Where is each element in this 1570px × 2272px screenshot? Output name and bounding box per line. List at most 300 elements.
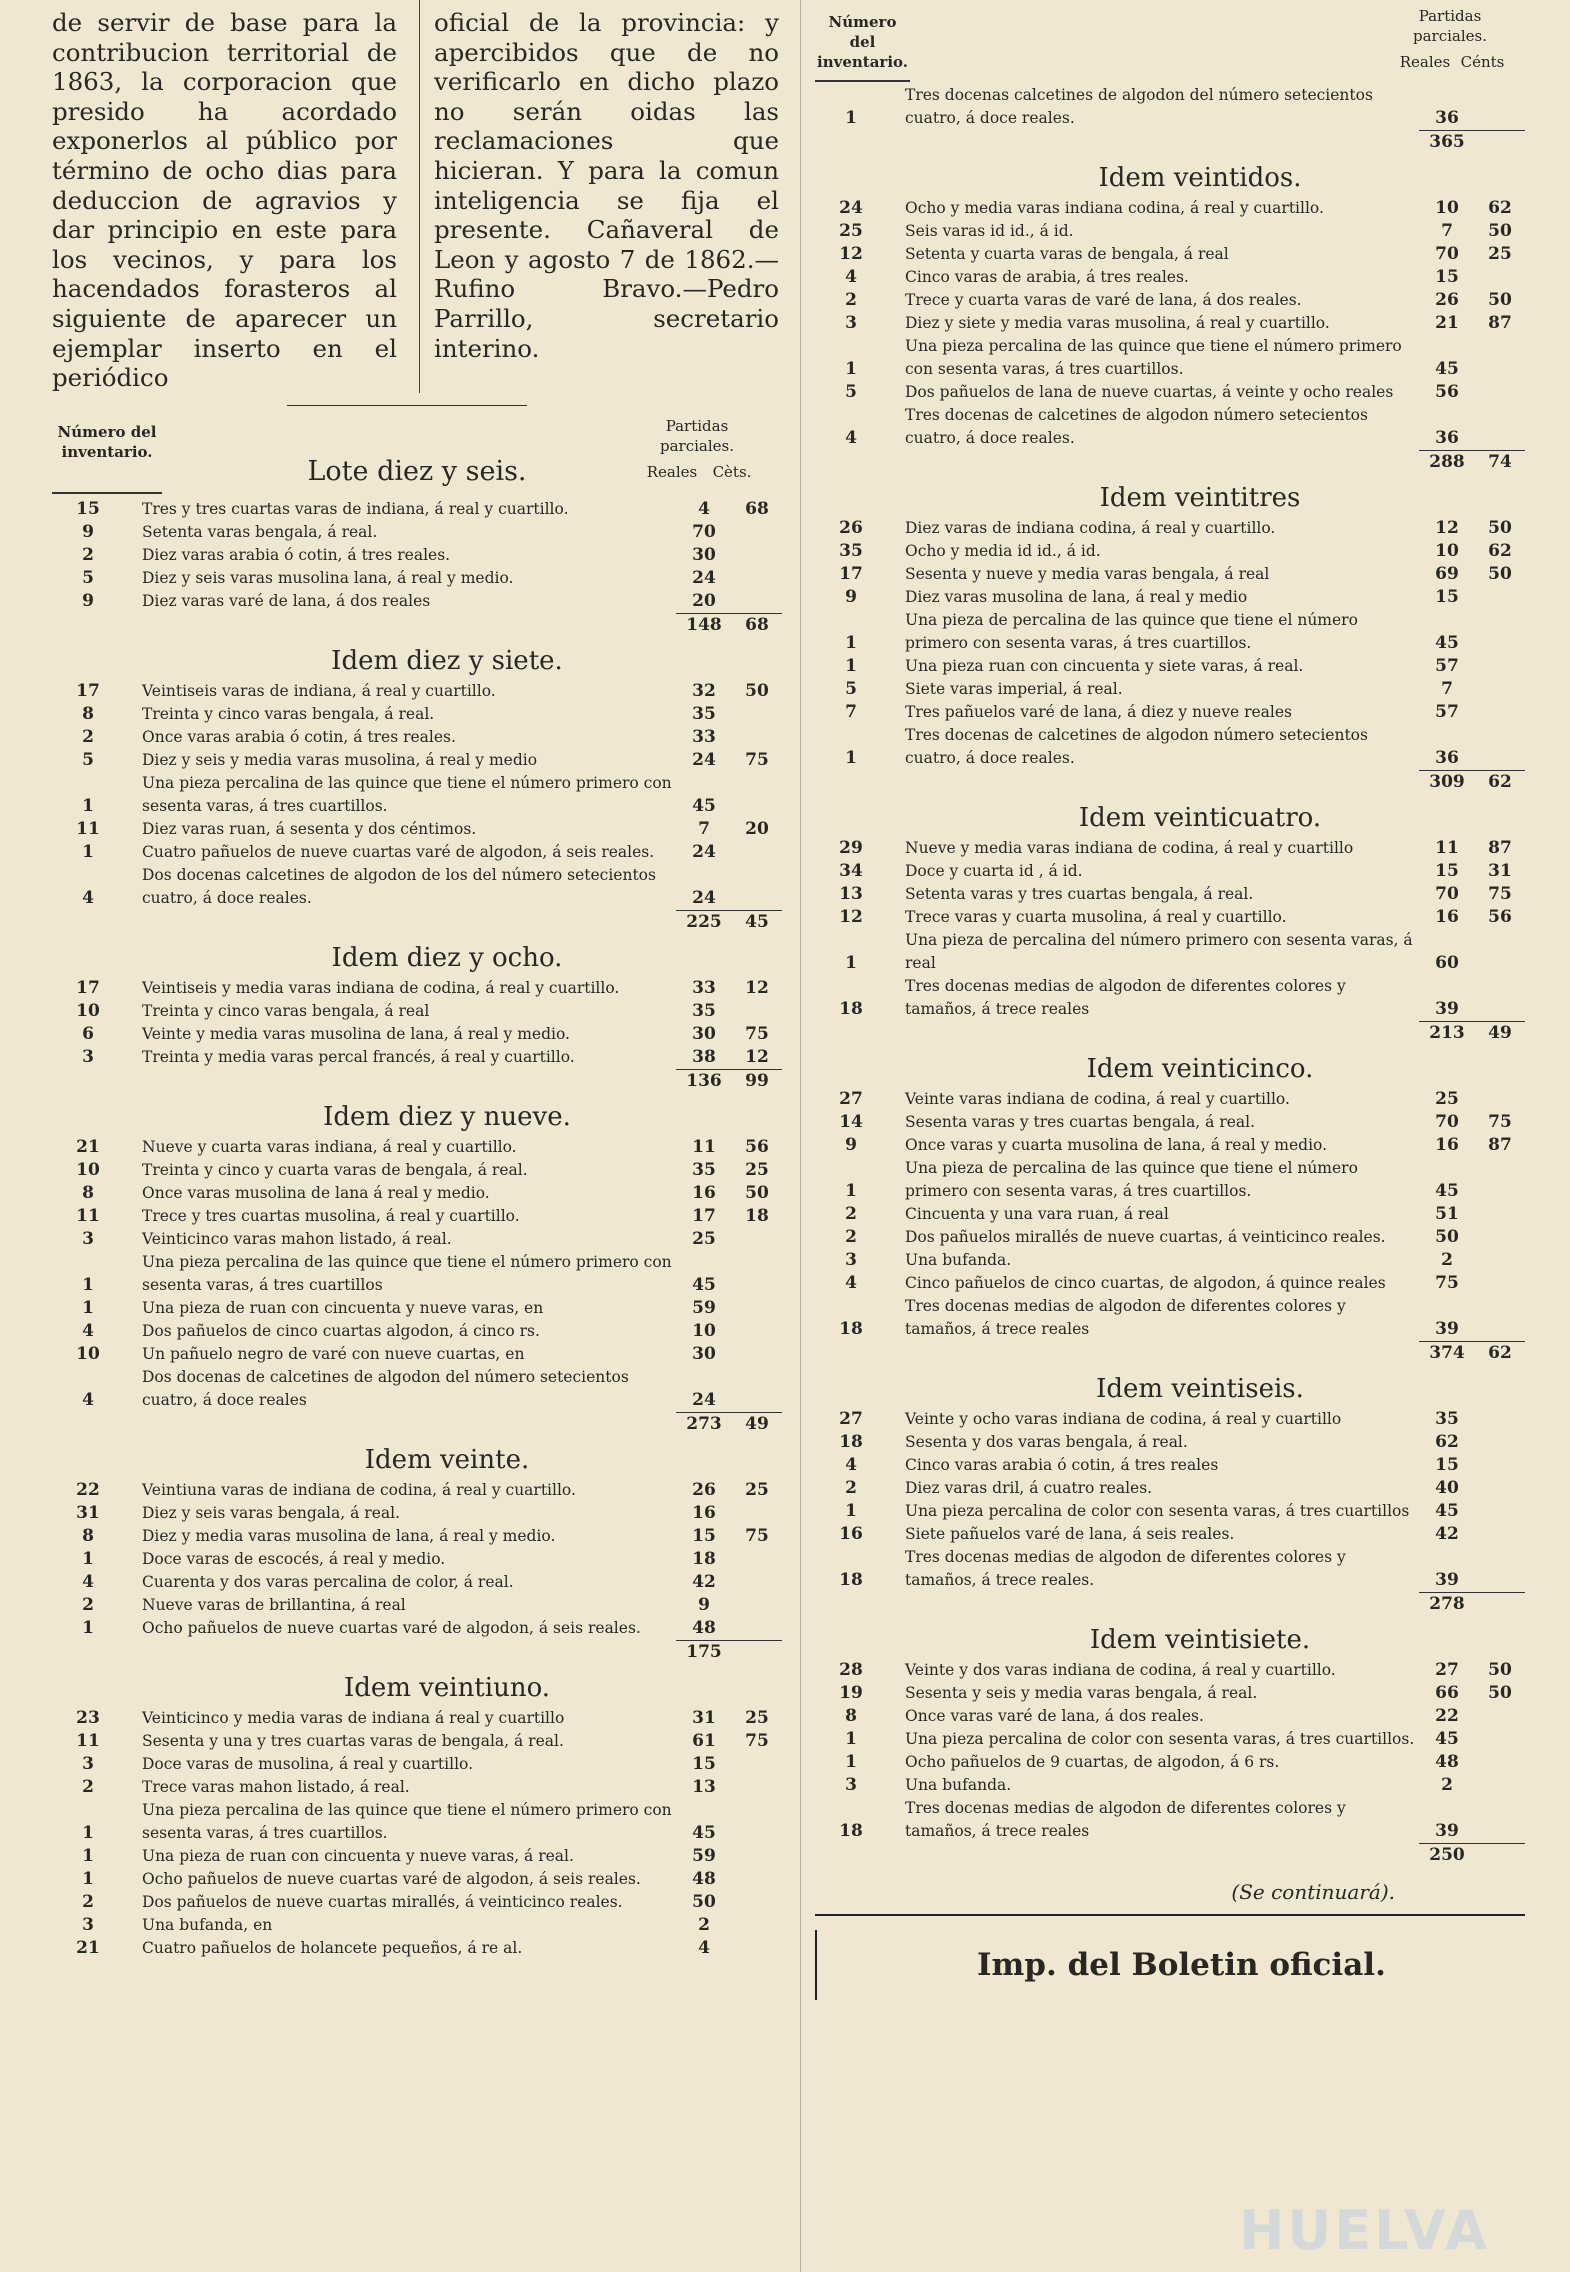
table-row bbox=[815, 1157, 1525, 1203]
reales-value: 4 bbox=[698, 1937, 710, 1958]
reales-value: 16 bbox=[692, 1502, 716, 1523]
item-description: Ocho y media id id., á id. bbox=[905, 542, 1101, 560]
item-description: Una pieza de percalina de las quince que tiene el número primero con sesenta varas, á tres cuartillos. bbox=[905, 1159, 1358, 1200]
left-table-header bbox=[52, 406, 782, 498]
item-description: Veinte varas indiana de codina, á real y cuartillo. bbox=[905, 1090, 1290, 1108]
reales-value: 35 bbox=[692, 703, 716, 724]
inventory-number: 1 bbox=[845, 953, 857, 973]
intro-text-a: de servir de base para la contribucion territorial de 1863, la corporacion que presido ha acordado exponerlos al público por término de ocho dias para deduccion de agravios y dar principio en este para los vecinos, y para los hacendados forasteros al siguiente de aparecer un ejemplar inserto en el periódico bbox=[52, 8, 397, 393]
table-row bbox=[815, 883, 1525, 906]
table-row bbox=[52, 749, 782, 772]
cents-value: 50 bbox=[745, 680, 769, 701]
inventory-number: 2 bbox=[82, 1891, 94, 1912]
header-numero-rule bbox=[52, 492, 162, 494]
reales-value: 12 bbox=[1435, 518, 1459, 538]
item-description: Sesenta y nueve y media varas bengala, á real bbox=[905, 565, 1270, 583]
header-reales: Reales bbox=[646, 462, 698, 481]
table-row bbox=[52, 1159, 782, 1182]
item-description: Diez varas musolina de lana, á real y medio bbox=[905, 588, 1248, 606]
reales-value: 45 bbox=[1435, 1729, 1459, 1749]
inventory-number: 5 bbox=[845, 679, 857, 699]
continued-note: (Se continuará). bbox=[1231, 1880, 1395, 1904]
item-description: Tres docenas de calcetines de algodon número setecientos cuatro, á doce reales. bbox=[905, 726, 1368, 767]
table-row bbox=[52, 1320, 782, 1343]
inventory-number: 5 bbox=[82, 749, 94, 770]
table-row bbox=[815, 404, 1525, 450]
inventory-number: 4 bbox=[845, 428, 857, 448]
reales-value: 38 bbox=[692, 1046, 716, 1067]
item-description: Diez y media varas musolina de lana, á real y medio. bbox=[142, 1526, 556, 1545]
inventory-number: 1 bbox=[845, 748, 857, 768]
header-partidas: Partidas parciales. bbox=[1413, 7, 1487, 45]
reales-value: 66 bbox=[1435, 1683, 1459, 1703]
cents-value: 75 bbox=[745, 1730, 769, 1751]
table-row bbox=[815, 906, 1525, 929]
subtotal-reales: 273 bbox=[676, 1412, 732, 1435]
reales-value: 70 bbox=[1435, 884, 1459, 904]
inventory-number: 4 bbox=[82, 1571, 94, 1592]
cents-value: 56 bbox=[1488, 907, 1512, 927]
table-row bbox=[52, 772, 782, 818]
table-row bbox=[815, 289, 1525, 312]
cents-value: 50 bbox=[1488, 564, 1512, 584]
inventory-number: 23 bbox=[76, 1707, 100, 1728]
item-description: Diez varas dril, á cuatro reales. bbox=[905, 1479, 1153, 1497]
inventory-number: 9 bbox=[845, 1135, 857, 1155]
reales-value: 18 bbox=[692, 1548, 716, 1569]
table-row bbox=[52, 1525, 782, 1548]
table-row bbox=[52, 1136, 782, 1159]
table-row bbox=[815, 1431, 1525, 1454]
right-rows bbox=[815, 84, 1525, 1866]
cents-value: 56 bbox=[745, 1136, 769, 1157]
cents-value: 75 bbox=[1488, 884, 1512, 904]
table-row bbox=[815, 678, 1525, 701]
inventory-number: 3 bbox=[82, 1228, 94, 1249]
table-row bbox=[815, 1797, 1525, 1843]
item-description: Diez y siete y media varas musolina, á real y cuartillo. bbox=[905, 314, 1330, 332]
inventory-number: 10 bbox=[76, 1159, 100, 1180]
right-table-header bbox=[815, 0, 1525, 84]
cents-value: 75 bbox=[745, 1023, 769, 1044]
item-description: Una pieza de percalina de las quince que tiene el número primero con sesenta varas, á tres cuartillos. bbox=[905, 611, 1358, 652]
reales-value: 35 bbox=[692, 1159, 716, 1180]
inventory-number: 8 bbox=[82, 703, 94, 724]
inventory-number: 18 bbox=[839, 1432, 863, 1452]
inventory-number: 18 bbox=[839, 1821, 863, 1841]
subtotal-cents: 99 bbox=[732, 1069, 782, 1092]
reales-value: 75 bbox=[1435, 1273, 1459, 1293]
cents-value: 31 bbox=[1488, 861, 1512, 881]
item-description: Ocho y media varas indiana codina, á real y cuartillo. bbox=[905, 199, 1324, 217]
reales-value: 16 bbox=[1435, 907, 1459, 927]
table-row bbox=[52, 1594, 782, 1617]
intro-paragraph bbox=[52, 0, 782, 393]
header-numero: Número del inventario. bbox=[817, 13, 908, 71]
imprint bbox=[815, 1930, 1525, 2000]
item-description: Veinticinco y media varas de indiana á real y cuartillo bbox=[142, 1708, 565, 1727]
inventory-number: 24 bbox=[839, 198, 863, 218]
table-row bbox=[52, 1617, 782, 1640]
table-row bbox=[815, 1454, 1525, 1477]
table-row bbox=[52, 1343, 782, 1366]
reales-value: 59 bbox=[692, 1297, 716, 1318]
inventory-number: 3 bbox=[845, 1250, 857, 1270]
table-row bbox=[52, 590, 782, 613]
inventory-number: 1 bbox=[82, 1617, 94, 1638]
reales-value: 45 bbox=[692, 1822, 716, 1843]
subtotal-reales: 278 bbox=[1419, 1592, 1475, 1615]
subtotal-row bbox=[52, 1640, 782, 1663]
item-description: Nueve varas de brillantina, á real bbox=[142, 1595, 406, 1614]
section-title: Idem veintisiete. bbox=[1089, 1625, 1311, 1655]
table-row bbox=[52, 1502, 782, 1525]
reales-value: 57 bbox=[1435, 702, 1459, 722]
cents-value: 12 bbox=[745, 977, 769, 998]
inventory-number: 4 bbox=[82, 887, 94, 908]
item-description: Una bufanda. bbox=[905, 1251, 1012, 1269]
reales-value: 15 bbox=[1435, 587, 1459, 607]
item-description: Cinco varas arabia ó cotin, á tres reales bbox=[905, 1456, 1219, 1474]
item-description: Cuarenta y dos varas percalina de color, á real. bbox=[142, 1572, 514, 1591]
inventory-number: 2 bbox=[82, 544, 94, 565]
item-description: Una pieza de ruan con cincuenta y nueve varas, á real. bbox=[142, 1846, 574, 1865]
reales-value: 10 bbox=[1435, 198, 1459, 218]
reales-value: 7 bbox=[1441, 221, 1453, 241]
inventory-number: 2 bbox=[845, 1478, 857, 1498]
reales-value: 25 bbox=[1435, 1089, 1459, 1109]
inventory-number: 3 bbox=[82, 1914, 94, 1935]
item-description: Tres docenas medias de algodon de diferentes colores y tamaños, á trece reales. bbox=[905, 1548, 1346, 1589]
item-description: Seis varas id id., á id. bbox=[905, 222, 1074, 240]
cents-value: 18 bbox=[745, 1205, 769, 1226]
reales-value: 51 bbox=[1435, 1204, 1459, 1224]
inventory-number: 22 bbox=[76, 1479, 100, 1500]
item-description: Setenta y cuarta varas de bengala, á real bbox=[905, 245, 1229, 263]
reales-value: 9 bbox=[698, 1594, 710, 1615]
table-row bbox=[815, 1226, 1525, 1249]
table-row bbox=[815, 335, 1525, 381]
reales-value: 57 bbox=[1435, 656, 1459, 676]
reales-value: 48 bbox=[692, 1617, 716, 1638]
inventory-number: 18 bbox=[839, 1319, 863, 1339]
reales-value: 24 bbox=[692, 1389, 716, 1410]
cents-value: 50 bbox=[1488, 221, 1512, 241]
archive-watermark: HUELVA bbox=[1239, 2199, 1490, 2262]
item-description: Trece y tres cuartas musolina, á real y cuartillo. bbox=[142, 1206, 520, 1225]
table-row bbox=[52, 1891, 782, 1914]
reales-value: 10 bbox=[692, 1320, 716, 1341]
inventory-number: 28 bbox=[839, 1660, 863, 1680]
item-description: Diez varas arabia ó cotin, á tres reales. bbox=[142, 545, 451, 564]
section-title: Idem veinticuatro. bbox=[1078, 803, 1322, 833]
item-description: Once varas arabia ó cotin, á tres reales. bbox=[142, 727, 456, 746]
table-row bbox=[52, 1707, 782, 1730]
inventory-number: 5 bbox=[845, 382, 857, 402]
table-row bbox=[815, 540, 1525, 563]
cents-value: 50 bbox=[745, 1182, 769, 1203]
item-description: Dos docenas de calcetines de algodon del número setecientos cuatro, á doce reales bbox=[142, 1367, 629, 1409]
item-description: Nueve y cuarta varas indiana, á real y cuartillo. bbox=[142, 1137, 517, 1156]
table-row bbox=[815, 1134, 1525, 1157]
table-row bbox=[815, 837, 1525, 860]
item-description: Cuatro pañuelos de holancete pequeños, á re al. bbox=[142, 1938, 523, 1957]
table-row bbox=[815, 609, 1525, 655]
inventory-number: 17 bbox=[76, 680, 100, 701]
inventory-number: 3 bbox=[82, 1753, 94, 1774]
inventory-number: 34 bbox=[839, 861, 863, 881]
table-row bbox=[52, 726, 782, 749]
reales-value: 45 bbox=[1435, 359, 1459, 379]
reales-value: 36 bbox=[1435, 108, 1459, 128]
item-description: Una pieza de ruan con cincuenta y nueve varas, en bbox=[142, 1298, 544, 1317]
reales-value: 27 bbox=[1435, 1660, 1459, 1680]
item-description: Doce varas de escocés, á real y medio. bbox=[142, 1549, 446, 1568]
header-partidas: Partidas parciales. bbox=[660, 416, 734, 455]
reales-value: 24 bbox=[692, 841, 716, 862]
subtotal-reales: 250 bbox=[1419, 1843, 1475, 1866]
inventory-number: 18 bbox=[839, 1570, 863, 1590]
inventory-number: 8 bbox=[845, 1706, 857, 1726]
reales-value: 7 bbox=[698, 818, 710, 839]
subtotal-row bbox=[815, 1021, 1525, 1044]
item-description: Una pieza de percalina del número primero con sesenta varas, á real bbox=[905, 931, 1413, 972]
reales-value: 33 bbox=[692, 977, 716, 998]
item-description: Ocho pañuelos de nueve cuartas varé de algodon, á seis reales. bbox=[142, 1618, 641, 1637]
cents-value: 87 bbox=[1488, 838, 1512, 858]
cents-value: 50 bbox=[1488, 1660, 1512, 1680]
item-description: Una pieza ruan con cincuenta y siete varas, á real. bbox=[905, 657, 1304, 675]
subtotal-reales: 213 bbox=[1419, 1021, 1475, 1044]
inventory-number: 1 bbox=[82, 1548, 94, 1569]
item-description: Nueve y media varas indiana de codina, á real y cuartillo bbox=[905, 839, 1354, 857]
item-description: Tres docenas medias de algodon de diferentes colores y tamaños, á trece reales bbox=[905, 977, 1346, 1018]
reales-value: 39 bbox=[1435, 1570, 1459, 1590]
reales-value: 30 bbox=[692, 544, 716, 565]
item-description: Una pieza percalina de las quince que tiene el número primero con sesenta varas, á tres cuartillos. bbox=[142, 773, 672, 815]
item-description: Ocho pañuelos de nueve cuartas varé de algodon, á seis reales. bbox=[142, 1869, 641, 1888]
item-description: Setenta varas y tres cuartas bengala, á real. bbox=[905, 885, 1254, 903]
inventory-number: 5 bbox=[82, 567, 94, 588]
item-description: Cincuenta y una vara ruan, á real bbox=[905, 1205, 1169, 1223]
cents-value: 20 bbox=[745, 818, 769, 839]
table-row bbox=[815, 1523, 1525, 1546]
inventory-number: 10 bbox=[76, 1000, 100, 1021]
table-row bbox=[52, 977, 782, 1000]
header-numero: Número del inventario. bbox=[57, 422, 157, 461]
reales-value: 2 bbox=[1441, 1250, 1453, 1270]
item-description: Siete pañuelos varé de lana, á seis reales. bbox=[905, 1525, 1235, 1543]
inventory-number: 2 bbox=[82, 1594, 94, 1615]
reales-value: 21 bbox=[1435, 313, 1459, 333]
table-row bbox=[815, 1705, 1525, 1728]
table-row bbox=[52, 1845, 782, 1868]
table-row bbox=[52, 521, 782, 544]
header-cents: Cénts bbox=[1460, 53, 1505, 71]
inventory-number: 1 bbox=[82, 1822, 94, 1843]
inventory-number: 27 bbox=[839, 1409, 863, 1429]
reales-value: 70 bbox=[1435, 244, 1459, 264]
table-row bbox=[815, 517, 1525, 540]
subtotal-reales: 374 bbox=[1419, 1341, 1475, 1364]
table-row bbox=[52, 680, 782, 703]
table-row bbox=[815, 1408, 1525, 1431]
inventory-number: 4 bbox=[82, 1389, 94, 1410]
footer-rule bbox=[815, 1914, 1525, 1916]
subtotal-row bbox=[52, 613, 782, 636]
table-row bbox=[52, 1548, 782, 1571]
right-column bbox=[815, 0, 1525, 2000]
table-row bbox=[52, 1776, 782, 1799]
subtotal-cents: 74 bbox=[1475, 450, 1525, 473]
item-description: Treinta y media varas percal francés, á real y cuartillo. bbox=[142, 1047, 575, 1066]
cents-value: 75 bbox=[1488, 1112, 1512, 1132]
table-row bbox=[52, 703, 782, 726]
reales-value: 42 bbox=[1435, 1524, 1459, 1544]
cents-value: 50 bbox=[1488, 1683, 1512, 1703]
subtotal-cents bbox=[732, 1640, 782, 1663]
item-description: Trece y cuarta varas de varé de lana, á dos reales. bbox=[905, 291, 1302, 309]
subtotal-row bbox=[815, 1341, 1525, 1364]
item-description: Diez y seis y media varas musolina, á real y medio bbox=[142, 750, 538, 769]
item-description: Veintiseis varas de indiana, á real y cuartillo. bbox=[142, 681, 496, 700]
inventory-number: 13 bbox=[839, 884, 863, 904]
reales-value: 45 bbox=[692, 795, 716, 816]
item-description: Una pieza percalina de las quince que tiene el número primero con sesenta varas, á tres cuartillos. bbox=[905, 337, 1402, 378]
inventory-number: 18 bbox=[839, 999, 863, 1019]
subtotal-cents: 49 bbox=[1475, 1021, 1525, 1044]
inventory-number: 12 bbox=[839, 244, 863, 264]
reales-value: 33 bbox=[692, 726, 716, 747]
table-row bbox=[52, 818, 782, 841]
imprint-text: Imp. del Boletin oficial. bbox=[977, 1947, 1386, 1983]
reales-value: 13 bbox=[692, 1776, 716, 1797]
inventory-number: 29 bbox=[839, 838, 863, 858]
inventory-number: 2 bbox=[82, 726, 94, 747]
inventory-number: 2 bbox=[845, 290, 857, 310]
inventory-number: 27 bbox=[839, 1089, 863, 1109]
table-row bbox=[815, 1272, 1525, 1295]
table-row bbox=[52, 1205, 782, 1228]
reales-value: 60 bbox=[1435, 953, 1459, 973]
inventory-number: 1 bbox=[845, 359, 857, 379]
cents-value: 62 bbox=[1488, 541, 1512, 561]
reales-value: 16 bbox=[1435, 1135, 1459, 1155]
table-row bbox=[815, 1088, 1525, 1111]
inventory-number: 19 bbox=[839, 1683, 863, 1703]
subtotal-cents: 49 bbox=[732, 1412, 782, 1435]
reales-value: 48 bbox=[1435, 1752, 1459, 1772]
cents-value: 68 bbox=[745, 498, 769, 519]
table-row bbox=[52, 1730, 782, 1753]
reales-value: 2 bbox=[698, 1914, 710, 1935]
inventory-number: 3 bbox=[845, 1775, 857, 1795]
cents-value: 25 bbox=[745, 1479, 769, 1500]
inventory-number: 14 bbox=[839, 1112, 863, 1132]
table-row bbox=[815, 1682, 1525, 1705]
inventory-number: 9 bbox=[82, 590, 94, 611]
item-description: Veinte y dos varas indiana de codina, á real y cuartillo. bbox=[905, 1661, 1336, 1679]
table-row bbox=[52, 1868, 782, 1891]
cents-value: 25 bbox=[745, 1159, 769, 1180]
section-title: Idem diez y ocho. bbox=[331, 942, 563, 973]
reales-value: 15 bbox=[692, 1753, 716, 1774]
section-title: Idem diez y nueve. bbox=[323, 1101, 571, 1132]
table-row bbox=[815, 929, 1525, 975]
reales-value: 24 bbox=[692, 749, 716, 770]
table-row bbox=[815, 1751, 1525, 1774]
inventory-number: 8 bbox=[82, 1525, 94, 1546]
cents-value: 75 bbox=[745, 749, 769, 770]
table-row bbox=[815, 1295, 1525, 1341]
item-description: Dos pañuelos mirallés de nueve cuartas, á veinticinco reales. bbox=[905, 1228, 1386, 1246]
reales-value: 45 bbox=[1435, 633, 1459, 653]
table-row bbox=[52, 1297, 782, 1320]
imprint-bar bbox=[815, 1930, 817, 2000]
item-description: Siete varas imperial, á real. bbox=[905, 680, 1123, 698]
table-row bbox=[52, 1046, 782, 1069]
reales-value: 22 bbox=[1435, 1706, 1459, 1726]
table-row bbox=[815, 1774, 1525, 1797]
table-row bbox=[52, 1479, 782, 1502]
subtotal-row bbox=[52, 1412, 782, 1435]
subtotal-reales: 309 bbox=[1419, 770, 1475, 793]
table-row bbox=[815, 312, 1525, 335]
reales-value: 26 bbox=[692, 1479, 716, 1500]
item-description: Tres pañuelos varé de lana, á diez y nueve reales bbox=[905, 703, 1292, 721]
table-row bbox=[815, 220, 1525, 243]
reales-value: 42 bbox=[692, 1571, 716, 1592]
table-row bbox=[52, 544, 782, 567]
reales-value: 50 bbox=[692, 1891, 716, 1912]
item-description: Dos pañuelos de lana de nueve cuartas, á veinte y ocho reales bbox=[905, 383, 1394, 401]
inventory-number: 11 bbox=[76, 1205, 100, 1226]
subtotal-row bbox=[52, 910, 782, 933]
subtotal-row bbox=[815, 450, 1525, 473]
item-description: Once varas musolina de lana á real y medio. bbox=[142, 1183, 490, 1202]
section-title: Idem veintiseis. bbox=[1096, 1374, 1304, 1404]
cents-value: 25 bbox=[745, 1707, 769, 1728]
table-row bbox=[52, 1571, 782, 1594]
item-description: Veinticinco varas mahon listado, á real. bbox=[142, 1229, 452, 1248]
table-row bbox=[815, 563, 1525, 586]
item-description: Diez y seis varas musolina lana, á real y medio. bbox=[142, 568, 514, 587]
item-description: Treinta y cinco y cuarta varas de bengala, á real. bbox=[142, 1160, 528, 1179]
inventory-number: 1 bbox=[82, 1845, 94, 1866]
subtotal-reales: 136 bbox=[676, 1069, 732, 1092]
inventory-number: 1 bbox=[82, 795, 94, 816]
section-title: Idem veinticinco. bbox=[1086, 1054, 1314, 1084]
reales-value: 15 bbox=[1435, 861, 1459, 881]
left-column bbox=[52, 0, 782, 1960]
item-description: Una pieza percalina de las quince que tiene el número primero con sesenta varas, á tres cuartillos bbox=[142, 1252, 672, 1294]
inventory-number: 3 bbox=[845, 313, 857, 333]
inventory-number: 16 bbox=[839, 1524, 863, 1544]
item-description: Un pañuelo negro de varé con nueve cuartas, en bbox=[142, 1344, 525, 1363]
table-row bbox=[52, 1366, 782, 1412]
reales-value: 15 bbox=[1435, 267, 1459, 287]
table-row bbox=[52, 841, 782, 864]
inventory-number: 17 bbox=[839, 564, 863, 584]
table-row bbox=[52, 498, 782, 521]
reales-value: 36 bbox=[1435, 428, 1459, 448]
inventory-number: 21 bbox=[76, 1136, 100, 1157]
table-row bbox=[52, 1023, 782, 1046]
left-rows bbox=[52, 498, 782, 1960]
inventory-number: 6 bbox=[82, 1023, 94, 1044]
item-description: Once varas y cuarta musolina de lana, á real y medio. bbox=[905, 1136, 1328, 1154]
table-row bbox=[815, 655, 1525, 678]
